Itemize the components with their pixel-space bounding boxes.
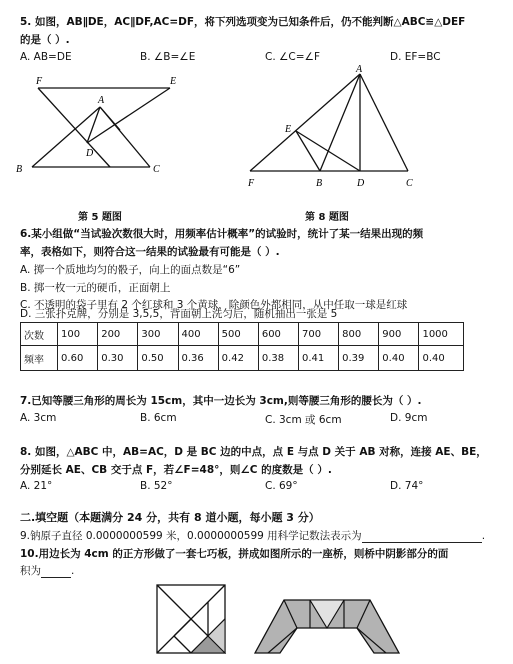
q8-option-c[interactable]: C. 69°: [265, 480, 298, 492]
table-cell: 0.40: [419, 346, 464, 371]
table-cell: 500: [218, 323, 258, 346]
q8-label-d: D: [357, 178, 365, 189]
q8-stem: 8. 如图，△ABC 中，AB=AC，D 是 BC 边的中点，点 E 与点 D 关于 AB 对称，连接 AE、BE，: [20, 446, 487, 458]
table-cell: 0.38: [258, 346, 298, 371]
q10-stem-cont: 积为 .: [20, 565, 75, 577]
table-cell: 0.50: [138, 346, 178, 371]
q10-stem: 10.用边长为 4cm 的正方形做了一套七巧板，拼成如图所示的一座桥，则桥中阴影部分的面: [20, 548, 449, 560]
table-cell: 700: [298, 323, 338, 346]
q6-stem: 6.某小组做“当试验次数很大时，用频率估计概率”的试验时，统计了某一结果出现的频: [20, 228, 424, 240]
q5-label-a: A: [98, 95, 105, 106]
q6-option-c[interactable]: C. 不透明的袋子里有 2 个红球和 3 个黄球，除颜色外都相同，从中任取一球是红球: [20, 299, 408, 311]
q6-option-d[interactable]: D. 三张扑克牌，分别是 3,5,5，背面朝上洗匀后，随机抽出一张是 5: [20, 308, 338, 320]
table-cell: 1000: [419, 323, 464, 346]
q5-label-d: D: [86, 148, 94, 159]
q8-label-f: F: [248, 178, 255, 189]
q8-option-d[interactable]: D. 74°: [390, 480, 424, 492]
q6-option-a[interactable]: A. 掷一个质地均匀的骰子，向上的面点数是“6”: [20, 264, 241, 276]
figure-q8: [240, 64, 440, 194]
table-cell: 800: [339, 323, 379, 346]
q5-label-b: B: [16, 164, 23, 175]
table-cell: 100: [58, 323, 98, 346]
q6-stem-cont: 率，表格如下，则符合这一结果的试验最有可能是（ ）.: [20, 246, 280, 258]
table-cell: 400: [178, 323, 218, 346]
table-cell: 0.30: [98, 346, 138, 371]
q9-answer-blank[interactable]: [362, 532, 482, 543]
q7-option-a[interactable]: A. 3cm: [20, 412, 57, 424]
q10-answer-blank[interactable]: [41, 567, 71, 578]
table-row-count: [21, 323, 464, 346]
q5-option-b[interactable]: B. ∠B=∠E: [140, 51, 196, 63]
table-cell: 0.41: [298, 346, 338, 371]
q5-stem-cont: 的是（ ）.: [20, 34, 70, 46]
table-cell: 0.40: [379, 346, 419, 371]
q5-stem: 5. 如图，AB∥DE，AC∥DF,AC=DF，将下列选项变为已知条件后，仍不能判断△ABC≌△DEF: [20, 16, 466, 28]
q7-option-d[interactable]: D. 9cm: [390, 412, 428, 424]
table-cell: 0.60: [58, 346, 98, 371]
q6-option-b[interactable]: B. 掷一枚一元的硬币，正面朝上: [20, 282, 171, 294]
frequency-table: [20, 322, 464, 371]
table-cell: 0.42: [218, 346, 258, 371]
q5-option-d[interactable]: D. EF=BC: [390, 51, 441, 63]
tangram-square-figure: [156, 584, 228, 654]
table-cell: 0.39: [339, 346, 379, 371]
q9-text: 9.钠原子直径 0.0000000599 米，0.0000000599 用科学记数法表示为: [20, 530, 362, 542]
q5-option-c[interactable]: C. ∠C=∠F: [265, 51, 321, 63]
table-cell: 900: [379, 323, 419, 346]
q7-stem: 7.已知等腰三角形的周长为 15cm，其中一边长为 3cm,则等腰三角形的腰长为（ ）.: [20, 395, 422, 407]
table-cell: 600: [258, 323, 298, 346]
table-cell: 频率: [21, 346, 58, 371]
q10-text: 积为: [20, 565, 41, 577]
table-cell: 次数: [21, 323, 58, 346]
q8-label-c: C: [406, 178, 413, 189]
q8-label-b: B: [316, 178, 323, 189]
section-title-fill-in: 二.填空题（本题满分 24 分，共有 8 道小题，每小题 3 分）: [20, 511, 320, 524]
q5-figure-caption: 第 5 题图: [78, 212, 122, 223]
q8-option-b[interactable]: B. 52°: [140, 480, 173, 492]
table-cell: 0.36: [178, 346, 218, 371]
q7-option-c[interactable]: C. 3cm 或 6cm: [265, 414, 342, 426]
q9-stem: 9.钠原子直径 0.0000000599 米，0.0000000599 用科学记数法表示为 .: [20, 530, 486, 542]
table-cell: 300: [138, 323, 178, 346]
q7-option-b[interactable]: B. 6cm: [140, 412, 177, 424]
table-row-frequency: [21, 346, 464, 371]
tangram-bridge-figure: [254, 584, 400, 654]
q5-label-e: E: [170, 76, 177, 87]
q5-label-f: F: [36, 76, 43, 87]
figure-q5: [10, 72, 200, 187]
q8-stem-cont: 分别延长 AE、CB 交于点 F，若∠F=48°，则∠C 的度数是（ ）.: [20, 464, 332, 476]
q5-option-a[interactable]: A. AB=DE: [20, 51, 72, 63]
table-cell: 200: [98, 323, 138, 346]
q5-label-c: C: [153, 164, 160, 175]
q8-label-a: A: [356, 64, 363, 75]
q8-option-a[interactable]: A. 21°: [20, 480, 53, 492]
q8-label-e: E: [285, 124, 292, 135]
q8-figure-caption: 第 8 题图: [305, 212, 349, 223]
